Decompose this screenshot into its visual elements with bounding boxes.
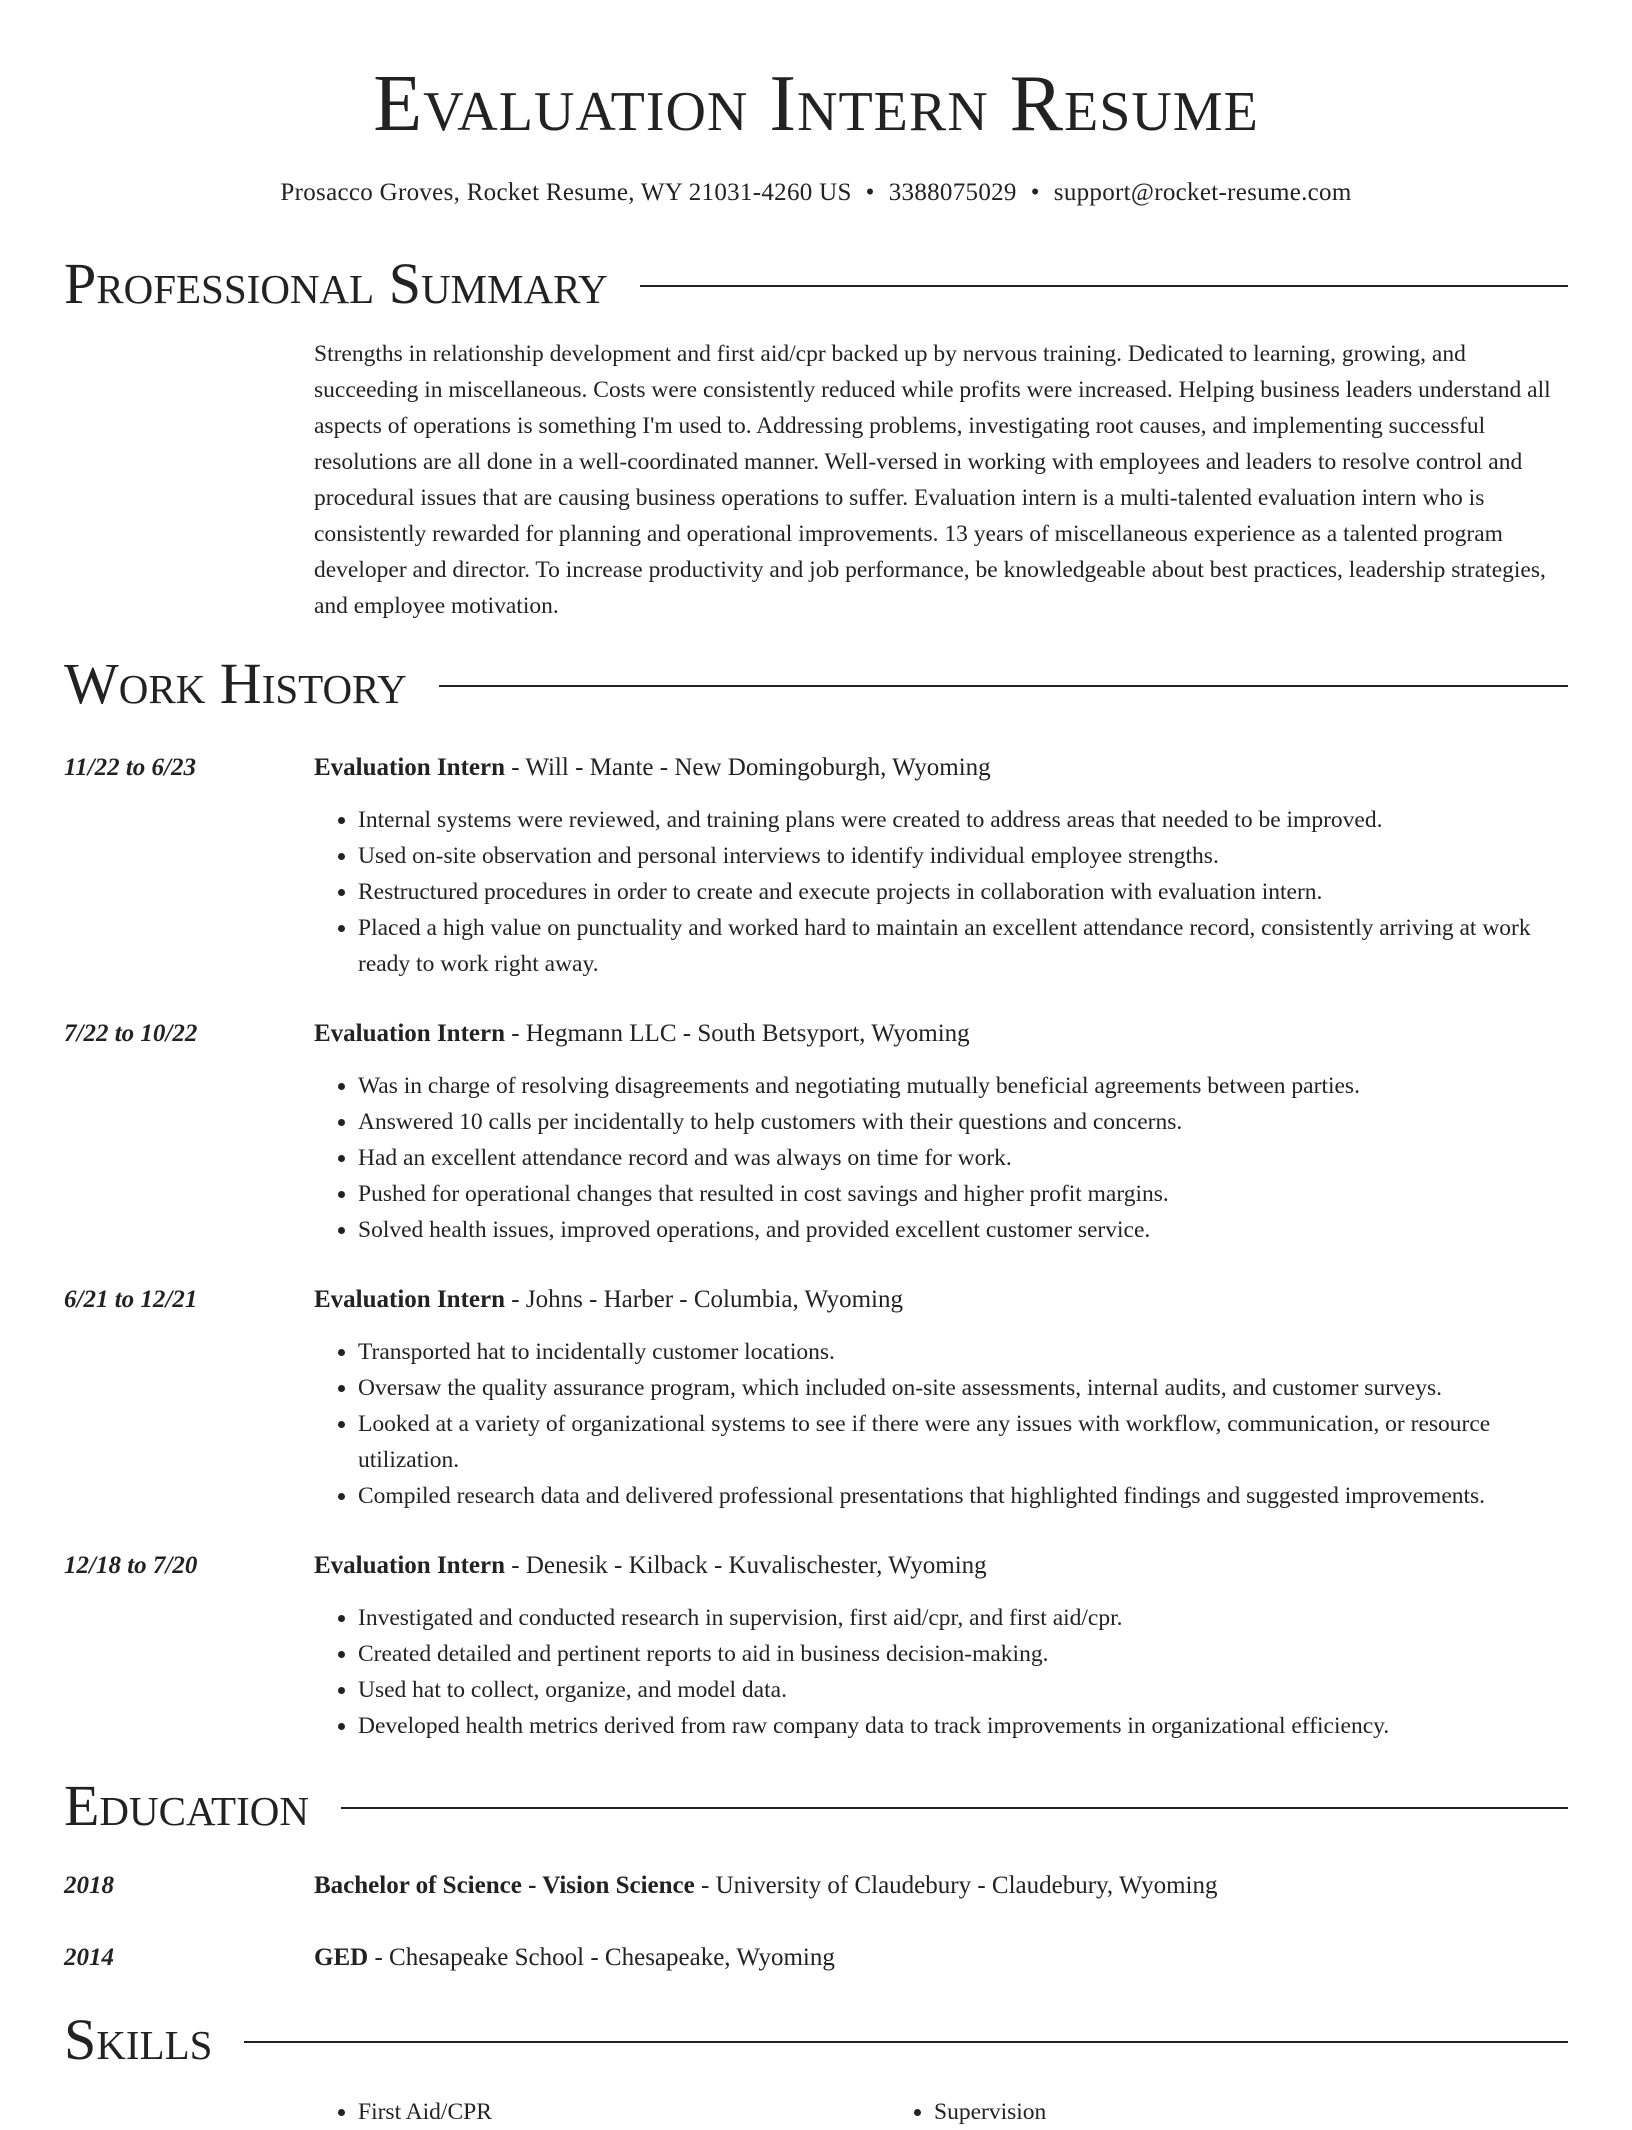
job-dates: 6/21 to 12/21 — [64, 1286, 198, 1313]
job-bullet: • Looked at a variety of organizational systems to see if there were any issues with workflow, communication, or resource utilization. — [358, 1406, 1568, 1478]
section-header — [64, 1774, 1568, 1838]
section-heading-work: Work History — [64, 651, 407, 716]
job-title: Evaluation Intern — [314, 1552, 506, 1579]
job-bullets — [314, 802, 1568, 982]
job-title: Evaluation Intern — [314, 1286, 506, 1313]
job-dates: 11/22 to 6/23 — [64, 754, 196, 781]
resume-title: Evaluation Intern Resume — [373, 60, 1259, 148]
job-bullet: • Restructured procedures in order to create and execute projects in collaboration with evaluation intern. — [358, 874, 1568, 910]
section-divider — [244, 2041, 1568, 2043]
section-divider — [439, 685, 1568, 687]
work-history-section — [64, 652, 1568, 1744]
section-heading-skills: Skills — [64, 2007, 213, 2072]
job-body — [314, 1016, 1568, 1248]
education-section — [64, 1774, 1568, 1976]
education-school: - Chesapeake School - Chesapeake, Wyoming — [368, 1944, 835, 1971]
job-employer: - Hegmann LLC - South Betsyport, Wyoming — [505, 1020, 970, 1047]
contact-separator: • — [865, 179, 875, 206]
job-bullet: • Investigated and conducted research in supervision, first aid/cpr, and first aid/cpr. — [358, 1600, 1568, 1636]
skills-column — [314, 2094, 890, 2130]
job-bullet: • Oversaw the quality assurance program, which included on-site assessments, internal audits, and customer surveys. — [358, 1370, 1568, 1406]
skill-item: • First Aid/CPR — [358, 2094, 890, 2130]
job-bullet: • Used on-site observation and personal interviews to identify individual employee strengths. — [358, 838, 1568, 874]
job-bullet: • Answered 10 calls per incidentally to help customers with their questions and concerns. — [358, 1104, 1568, 1140]
skills-list — [314, 2094, 1568, 2130]
summary-text: Strengths in relationship development and first aid/cpr backed up by nervous training. Dedicated to learning, growing, and succeeding in miscellaneous. Costs were consistently reduced while profits were increased. Helping business leaders understand all aspects of operations is something I'm used to. Addressing problems, investigating root causes, and implementing successful resolutions are all done in a well-coordinated manner. Well-versed in working with employees and leaders to resolve control and procedural issues that are causing business operations to suffer. Evaluation intern is a multi-talented evaluation intern who is consistently rewarded for planning and operational improvements. 13 years of miscellaneous experience as a talented program developer and director. To increase productivity and job performance, be knowledgeable about best practices, leadership strategies, and employee motivation. — [314, 341, 1551, 619]
skill-item: • Supervision — [934, 2094, 1466, 2130]
job-bullets — [314, 1068, 1568, 1248]
contact-separator: • — [1030, 179, 1040, 206]
job-entry — [64, 1282, 1568, 1514]
education-entry — [64, 1940, 1568, 1976]
job-employer: - Denesik - Kilback - Kuvalischester, Wyoming — [505, 1552, 987, 1579]
job-bullet: • Developed health metrics derived from raw company data to track improvements in organizational efficiency. — [358, 1708, 1568, 1744]
section-header — [64, 652, 1568, 716]
job-body — [314, 1548, 1568, 1744]
contact-address: Prosacco Groves, Rocket Resume, WY 21031-4260 US — [280, 179, 852, 206]
job-bullet: • Placed a high value on punctuality and worked hard to maintain an excellent attendance record, consistently arriving at work ready to work right away. — [358, 910, 1568, 982]
job-bullet: • Pushed for operational changes that resulted in cost savings and higher profit margins. — [358, 1176, 1568, 1212]
education-degree: GED — [314, 1944, 369, 1971]
skills-column — [890, 2094, 1466, 2130]
job-entry — [64, 1016, 1568, 1248]
job-title: Evaluation Intern — [314, 754, 506, 781]
education-entry — [64, 1868, 1568, 1904]
job-title: Evaluation Intern — [314, 1020, 506, 1047]
job-heading — [314, 1282, 1568, 1318]
job-bullet: • Had an excellent attendance record and was always on time for work. — [358, 1140, 1568, 1176]
job-bullet: • Solved health issues, improved operations, and provided excellent customer service. — [358, 1212, 1568, 1248]
section-header — [64, 2008, 1568, 2072]
job-dates: 12/18 to 7/20 — [64, 1552, 198, 1579]
job-body — [314, 1282, 1568, 1514]
job-employer: - Will - Mante - New Domingoburgh, Wyoming — [505, 754, 991, 781]
job-bullet: • Created detailed and pertinent reports to aid in business decision-making. — [358, 1636, 1568, 1672]
job-bullet: • Compiled research data and delivered professional presentations that highlighted findings and suggested improvements. — [358, 1478, 1568, 1514]
job-body — [314, 750, 1568, 982]
job-bullet: • Was in charge of resolving disagreements and negotiating mutually beneficial agreements between parties. — [358, 1068, 1568, 1104]
education-year: 2018 — [64, 1872, 114, 1899]
education-heading — [314, 1868, 1217, 1904]
section-divider — [640, 285, 1568, 287]
summary-section — [64, 252, 1568, 624]
section-heading-summary: Professional Summary — [64, 251, 608, 316]
job-heading — [314, 750, 1568, 786]
contact-phone: 3388075029 — [888, 179, 1017, 206]
job-heading — [314, 1016, 1568, 1052]
section-heading-education: Education — [64, 1773, 309, 1838]
job-dates: 7/22 to 10/22 — [64, 1020, 198, 1047]
job-heading — [314, 1548, 1568, 1584]
job-employer: - Johns - Harber - Columbia, Wyoming — [505, 1286, 903, 1313]
contact-line — [64, 178, 1568, 208]
job-bullet: • Used hat to collect, organize, and model data. — [358, 1672, 1568, 1708]
job-bullet: • Internal systems were reviewed, and training plans were created to address areas that needed to be improved. — [358, 802, 1568, 838]
section-divider — [341, 1807, 1568, 1809]
education-heading — [314, 1940, 835, 1976]
education-school: - University of Claudebury - Claudebury, Wyoming — [694, 1872, 1218, 1899]
job-bullets — [314, 1600, 1568, 1744]
education-degree: Bachelor of Science - Vision Science — [314, 1872, 695, 1899]
job-bullet: • Transported hat to incidentally customer locations. — [358, 1334, 1568, 1370]
contact-email: support@rocket-resume.com — [1053, 179, 1352, 206]
job-bullets — [314, 1334, 1568, 1514]
job-entry — [64, 750, 1568, 982]
section-header — [64, 252, 1568, 316]
education-year: 2014 — [64, 1944, 114, 1971]
job-entry — [64, 1548, 1568, 1744]
